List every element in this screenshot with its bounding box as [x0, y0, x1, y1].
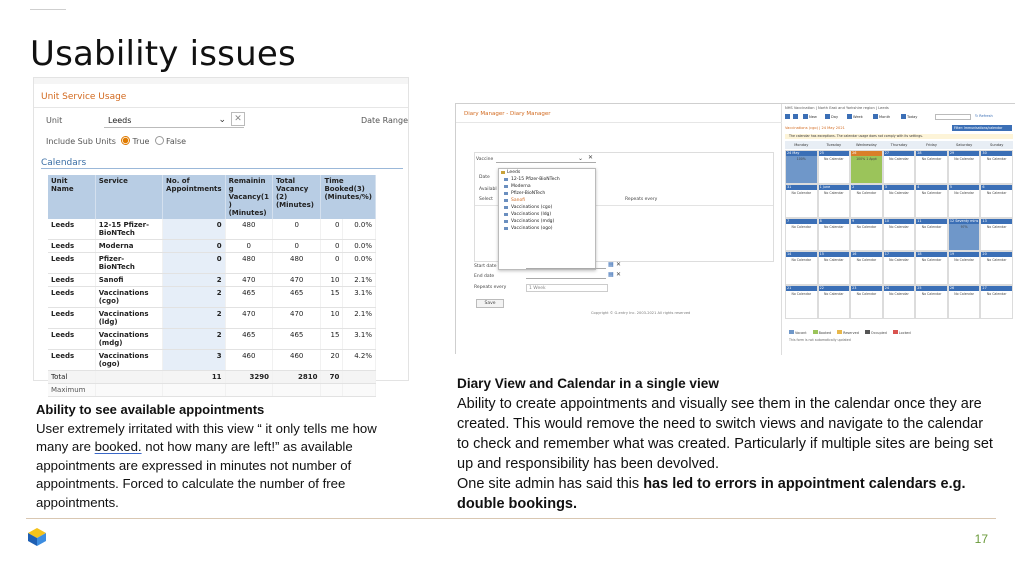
table-row[interactable]	[48, 253, 376, 274]
cell-unit: Leeds	[48, 253, 95, 274]
maximum-cell	[95, 384, 162, 397]
true-label: True	[132, 137, 150, 146]
legend-swatch	[789, 330, 794, 334]
day-number: 25	[819, 151, 850, 156]
day-number: 7	[786, 219, 817, 224]
day-status: No Calendar	[921, 157, 942, 161]
legend-item: Reserved	[837, 331, 859, 335]
calendar-day-cell[interactable]	[948, 150, 981, 184]
day-status: No Calendar	[791, 224, 812, 229]
dropdown-option[interactable]: Sanofi	[499, 197, 595, 204]
total-booked: 70	[321, 371, 343, 384]
legend-swatch	[893, 330, 898, 334]
cell-appointments: 3	[163, 350, 226, 371]
legend-item: Occupied	[865, 331, 887, 335]
day-number: 27	[884, 151, 915, 156]
day-number: 20	[981, 252, 1012, 257]
screenshot-title: Unit Service Usage	[41, 92, 127, 102]
day-status: No Calendar	[791, 190, 812, 195]
total-vacancy: 2810	[272, 371, 320, 384]
cell-booked: 10	[321, 274, 343, 287]
slide-title: Usability issues	[30, 34, 296, 74]
date-range-label: Date Range	[360, 116, 408, 125]
maximum-cell	[321, 384, 343, 397]
vaccine-label: Vaccine	[476, 157, 494, 162]
day-status: No Calendar	[856, 292, 877, 297]
cell-booked-pct: 3.1%	[343, 287, 376, 308]
day-number: 29	[949, 151, 980, 156]
calendar-week	[785, 150, 1013, 184]
table-row[interactable]	[48, 329, 376, 350]
day-status: No Calendar	[954, 157, 974, 161]
calendars-label: Calendars	[41, 158, 87, 168]
calendar-day-cell[interactable]	[948, 251, 981, 285]
day-number: 2	[851, 185, 882, 190]
cell-booked-pct: 2.1%	[343, 274, 376, 287]
screenshot-header	[34, 78, 408, 108]
calendar-day-cell[interactable]	[818, 251, 851, 285]
day-status: 97%	[960, 224, 968, 229]
legend-swatch	[813, 330, 818, 334]
maximum-row	[48, 384, 376, 397]
total-appointments: 11	[163, 371, 226, 384]
day-number: 31	[786, 185, 817, 190]
day-status: No Calendar	[889, 224, 909, 229]
day-number: 3	[884, 185, 915, 190]
calendar-day-cell[interactable]	[980, 218, 1013, 252]
chevron-down-icon[interactable]: ⌄	[578, 155, 584, 162]
chevron-down-icon[interactable]: ⌄	[218, 115, 226, 125]
day-status: No Calendar	[889, 258, 909, 263]
table-row[interactable]	[48, 287, 376, 308]
vaccine-dropdown-list[interactable]	[498, 168, 596, 270]
cell-service: Vaccinations (cgo)	[95, 287, 162, 308]
legend-item: Vacant	[789, 331, 807, 335]
day-number: 6	[981, 185, 1012, 190]
legend-item: Locked	[893, 331, 911, 335]
day-status: No Calendar	[986, 258, 1007, 263]
underlined-word: booked.	[94, 439, 142, 454]
cell-appointments: 2	[163, 308, 226, 329]
calendar-day-cell[interactable]	[850, 285, 883, 319]
calendar-day-cell[interactable]	[948, 218, 981, 252]
availability-label: Availabl	[479, 187, 497, 192]
cell-appointments: 0	[163, 253, 226, 274]
cell-unit: Leeds	[48, 240, 95, 253]
day-number: 24 May	[786, 151, 817, 156]
day-number: 9	[851, 219, 882, 224]
top-rule	[30, 9, 66, 10]
cell-remaining: 465	[225, 329, 272, 350]
table-row[interactable]	[48, 219, 376, 240]
day-status: No Calendar	[986, 292, 1007, 297]
day-number: 13	[981, 219, 1012, 224]
cell-booked-pct: 3.1%	[343, 329, 376, 350]
calendar-day-cell[interactable]	[850, 150, 883, 184]
calendar-icon[interactable]: ▦	[608, 271, 614, 278]
dropdown-option[interactable]: Pfizer-BioNTech	[499, 190, 595, 197]
weekday-header	[785, 141, 1013, 149]
unit-label: Unit	[46, 116, 63, 125]
cell-booked: 0	[321, 219, 343, 240]
cell-booked-pct: 0.0%	[343, 240, 376, 253]
day-number: 5	[949, 185, 980, 190]
repeats-every-column: Repeats every	[625, 197, 658, 202]
calendar-day-cell[interactable]	[915, 184, 948, 218]
cell-service: 12-15 Pfizer-BioNTech	[95, 219, 162, 240]
calendar-icon[interactable]: ▦	[608, 261, 614, 268]
cell-unit: Leeds	[48, 274, 95, 287]
diary-calendar-screenshot	[455, 103, 1015, 354]
calendar-panel	[782, 104, 1016, 355]
day-status: No Calendar	[954, 292, 974, 297]
day-status: No Calendar	[824, 258, 844, 263]
calendar-day-cell[interactable]	[948, 184, 981, 218]
calendar-day-cell[interactable]	[850, 184, 883, 218]
day-status: No Calendar	[921, 190, 942, 195]
unit-row	[34, 114, 408, 136]
week-view-button[interactable]: Week	[847, 114, 863, 119]
calendar-warning: The calendar has exceptions. The calendar usage does not comply with its settings.	[785, 134, 1013, 139]
day-status: No Calendar	[921, 258, 942, 263]
cell-service: Vaccinations (ldg)	[95, 308, 162, 329]
cell-total: 465	[272, 329, 320, 350]
include-sub-units-row	[34, 136, 408, 150]
maximum-cell	[225, 384, 272, 397]
day-number: 24	[884, 286, 915, 291]
dropdown-option[interactable]: Leeds	[499, 169, 595, 176]
filter-button[interactable]: Filter: Immunisations/calendar	[952, 125, 1012, 131]
cell-booked: 0	[321, 253, 343, 274]
day-status: No Calendar	[791, 292, 812, 297]
day-view-button[interactable]: Day	[825, 114, 838, 119]
col-unit-name[interactable]: Unit Name	[48, 175, 95, 219]
footer-rule	[26, 518, 996, 519]
weekday-label: Sunday	[989, 143, 1004, 147]
day-status: No Calendar	[856, 258, 877, 263]
dropdown-option[interactable]: Vaccinations (mdg)	[499, 218, 595, 225]
day-number: 25	[916, 286, 947, 291]
close-icon[interactable]: ✕	[616, 261, 622, 268]
unit-select[interactable]	[104, 114, 244, 128]
left-caption-heading: Ability to see available appointments	[36, 402, 265, 417]
calendar-day-cell[interactable]	[915, 285, 948, 319]
nav-next-icon[interactable]	[793, 114, 799, 119]
day-number: 26	[851, 151, 882, 156]
cell-booked-pct: 4.2%	[343, 350, 376, 371]
bold-emphasis: has led to errors in appointment calendars e.g. double bookings.	[457, 476, 966, 512]
day-status: No Calendar	[986, 190, 1007, 195]
usage-table	[48, 175, 376, 397]
cell-remaining: 465	[225, 287, 272, 308]
maximum-cell	[272, 384, 320, 397]
cell-total: 470	[272, 308, 320, 329]
col-appointments[interactable]: No. of Appointments	[163, 175, 226, 219]
calendar-day-cell[interactable]	[883, 218, 916, 252]
calendar-day-cell[interactable]	[915, 150, 948, 184]
day-status: No Calendar	[856, 224, 877, 229]
maximum-label: Maximum	[48, 384, 95, 397]
cell-booked: 10	[321, 308, 343, 329]
calendar-day-cell[interactable]	[948, 285, 981, 319]
calendar-day-cell[interactable]	[818, 184, 851, 218]
cell-service: Pfizer-BioNTech	[95, 253, 162, 274]
weekday-label: Saturday	[956, 143, 973, 147]
cell-booked: 15	[321, 287, 343, 308]
day-number: 26	[949, 286, 980, 291]
calendar-day-cell[interactable]	[980, 184, 1013, 218]
cell-service: Vaccinations (mdg)	[95, 329, 162, 350]
radio-true[interactable]	[121, 136, 130, 145]
calendar-day-cell[interactable]	[850, 251, 883, 285]
weekday-label: Monday	[794, 143, 809, 147]
legend-item: Booked	[813, 331, 832, 335]
calendar-week	[785, 285, 1013, 319]
calendar-subtitle: Vaccinations (cgo) | 24 May 2021	[785, 126, 845, 130]
left-caption	[36, 401, 408, 512]
total-pct	[343, 371, 376, 384]
cell-total: 480	[272, 253, 320, 274]
cell-remaining: 460	[225, 350, 272, 371]
total-remaining: 3290	[225, 371, 272, 384]
close-icon[interactable]: ✕	[588, 154, 594, 161]
day-number: 10	[884, 219, 915, 224]
clear-icon[interactable]: ✕	[231, 112, 245, 126]
day-number: 27	[981, 286, 1012, 291]
day-status: No Calendar	[986, 157, 1007, 161]
company-logo-icon	[26, 527, 48, 547]
maximum-cell	[343, 384, 376, 397]
month-grid	[785, 150, 1013, 319]
calendar-day-cell[interactable]	[980, 150, 1013, 184]
cell-appointments: 0	[163, 240, 226, 253]
end-date-label: End date	[474, 274, 495, 279]
cell-remaining: 470	[225, 274, 272, 287]
day-status: No Calendar	[824, 190, 844, 195]
table-header-row	[48, 175, 376, 219]
save-button[interactable]: Save	[476, 299, 504, 308]
new-button[interactable]: New	[803, 114, 817, 119]
calendar-day-cell[interactable]	[915, 218, 948, 252]
repeats-every-select[interactable]	[526, 284, 608, 292]
calendar-day-cell[interactable]	[883, 184, 916, 218]
cell-remaining: 480	[225, 219, 272, 240]
copyright-text: Copyright © G-entry Inc. 2003-2021 All rights reserved	[591, 311, 691, 315]
calendar-day-cell[interactable]	[850, 218, 883, 252]
day-number: 17	[884, 252, 915, 257]
maximum-cell	[163, 384, 226, 397]
day-number: 15	[819, 252, 850, 257]
date-label: Date	[479, 175, 490, 180]
weekday-label: Friday	[926, 143, 937, 147]
calendar-day-cell[interactable]	[883, 251, 916, 285]
right-caption	[457, 374, 997, 514]
repeats-every-value: 1 Week	[529, 286, 546, 291]
cell-booked-pct: 2.1%	[343, 308, 376, 329]
cell-unit: Leeds	[48, 308, 95, 329]
day-number: 12 Seventy mins	[949, 218, 979, 223]
cell-unit: Leeds	[48, 219, 95, 240]
day-number: 14	[786, 252, 817, 257]
day-number: 11	[916, 219, 947, 224]
unit-select-value: Leeds	[108, 116, 132, 125]
cell-appointments: 2	[163, 329, 226, 350]
day-number: 30	[981, 151, 1012, 156]
calendar-day-cell[interactable]	[818, 285, 851, 319]
day-number: 19	[949, 252, 980, 257]
cell-remaining: 470	[225, 308, 272, 329]
legend-swatch	[837, 330, 842, 334]
dropdown-option[interactable]: Vaccinations (ldg)	[499, 211, 595, 218]
cell-unit: Leeds	[48, 329, 95, 350]
cell-total: 465	[272, 287, 320, 308]
false-label: False	[165, 137, 187, 146]
total-row	[48, 371, 376, 384]
include-sub-units-label: Include Sub Units	[46, 137, 116, 146]
cell-service: Sanofi	[95, 274, 162, 287]
day-status: No Calendar	[954, 190, 974, 195]
day-number: 8	[819, 219, 850, 224]
right-caption-body-1: Ability to create appointments and visually see them in the calendar once they are created. This would remove the need to switch views and navigate to the calendar to check and remember what was created. Particularly if multiple sites are being set up and responsibility has been devolved.	[457, 396, 993, 472]
day-status: No Calendar	[824, 224, 844, 229]
unit-service-usage-screenshot	[33, 77, 409, 394]
day-number: 21	[786, 286, 817, 291]
calendar-day-cell[interactable]	[785, 285, 818, 319]
table-row[interactable]	[48, 240, 376, 253]
day-status: No Calendar	[889, 292, 909, 297]
breadcrumb: NHS Vaccination | North East and Yorkshire region | Leeds	[785, 106, 889, 110]
calendar-day-cell[interactable]	[980, 251, 1013, 285]
cell-booked: 15	[321, 329, 343, 350]
nav-prev-icon[interactable]	[785, 114, 791, 119]
dropdown-option[interactable]: Moderna	[499, 183, 595, 190]
close-icon[interactable]: ✕	[616, 271, 622, 278]
cell-total: 470	[272, 274, 320, 287]
table-row[interactable]	[48, 350, 376, 371]
col-service[interactable]: Service	[95, 175, 162, 219]
calendar-day-cell[interactable]	[785, 251, 818, 285]
cell-booked-pct: 0.0%	[343, 219, 376, 240]
start-date-input[interactable]	[526, 263, 606, 269]
day-number: 4	[916, 185, 947, 190]
col-time-booked[interactable]: Time Booked(3) (Minutes/%)	[321, 175, 376, 219]
start-date-label: Start date	[474, 264, 497, 269]
calendar-day-cell[interactable]	[818, 150, 851, 184]
cell-service: Moderna	[95, 240, 162, 253]
page-number: 17	[974, 532, 988, 546]
repeats-every-label: Repeats every	[474, 285, 507, 290]
day-status: 100% 1 Appt	[856, 157, 877, 161]
day-number: 22	[819, 286, 850, 291]
calendar-day-cell[interactable]	[980, 285, 1013, 319]
calendar-week	[785, 218, 1013, 252]
day-status: No Calendar	[921, 224, 942, 229]
table-row[interactable]	[48, 274, 376, 287]
calendar-day-cell[interactable]	[818, 218, 851, 252]
total-service	[95, 371, 162, 384]
cell-unit: Leeds	[48, 287, 95, 308]
month-view-button[interactable]: Month	[873, 114, 890, 119]
cell-unit: Leeds	[48, 350, 95, 371]
day-number: 28	[916, 151, 947, 156]
col-remaining-vacancy[interactable]: Remainin g Vacancy(1 ) (Minutes)	[225, 175, 272, 219]
cell-remaining: 0	[225, 240, 272, 253]
calendar-week	[785, 184, 1013, 218]
col-total-vacancy[interactable]: Total Vacancy (2) (Minutes)	[272, 175, 320, 219]
day-status: No Calendar	[889, 157, 909, 161]
end-date-input[interactable]	[526, 273, 606, 279]
calendar-day-cell[interactable]	[883, 150, 916, 184]
cell-total: 0	[272, 240, 320, 253]
table-row[interactable]	[48, 308, 376, 329]
weekday-label: Wednesday	[856, 143, 877, 147]
cell-appointments: 0	[163, 219, 226, 240]
weekday-label: Thursday	[890, 143, 908, 147]
select-label: Select	[479, 197, 493, 202]
calendar-day-cell[interactable]	[785, 218, 818, 252]
calendar-note: This form is not automatically updated	[789, 338, 851, 342]
calendar-toolbar	[785, 114, 1013, 123]
dropdown-option[interactable]: Vaccinations (cgo)	[499, 204, 595, 211]
day-status: No Calendar	[856, 190, 877, 195]
day-number: 1 June	[819, 185, 850, 190]
calendar-day-cell[interactable]	[883, 285, 916, 319]
cell-service: Vaccinations (ogo)	[95, 350, 162, 371]
left-caption-body: User extremely irritated with this view “ it only tells me how many are booked. not how many are left!” as available appointments are expressed in minutes not number of appointments. Forced to calculate the number of free appointments.	[36, 420, 377, 510]
cell-booked: 20	[321, 350, 343, 371]
today-button[interactable]: Today	[901, 114, 917, 119]
cell-remaining: 480	[225, 253, 272, 274]
cell-total: 460	[272, 350, 320, 371]
calendar-day-cell[interactable]	[785, 150, 818, 184]
calendar-legend	[789, 330, 917, 335]
day-number: 16	[851, 252, 882, 257]
cell-appointments: 2	[163, 287, 226, 308]
cell-booked: 0	[321, 240, 343, 253]
day-status: No Calendar	[954, 258, 974, 263]
dropdown-option[interactable]: Vaccinations (ogo)	[499, 225, 595, 232]
calendar-search-input[interactable]	[935, 114, 971, 120]
cell-total: 0	[272, 219, 320, 240]
day-status: No Calendar	[921, 292, 942, 297]
day-status: No Calendar	[986, 224, 1007, 229]
cell-booked-pct: 0.0%	[343, 253, 376, 274]
total-label: Total	[48, 371, 95, 384]
diary-manager-panel	[456, 104, 782, 355]
weekday-label: Tuesday	[826, 143, 842, 147]
dropdown-option[interactable]: 12-15 Pfizer-BioNTech	[499, 176, 595, 183]
refresh-button[interactable]: ↻ Refresh	[975, 114, 993, 118]
radio-false[interactable]	[155, 136, 164, 145]
day-number: 18	[916, 252, 947, 257]
right-caption-body-2: One site admin has said this has led to errors in appointment calendars e.g. double bookings.	[457, 476, 966, 512]
day-status: 100%	[796, 157, 806, 161]
day-status: No Calendar	[824, 157, 844, 161]
calendar-day-cell[interactable]	[915, 251, 948, 285]
legend-swatch	[865, 330, 870, 334]
day-status: No Calendar	[791, 258, 812, 263]
calendar-week	[785, 251, 1013, 285]
calendar-day-cell[interactable]	[785, 184, 818, 218]
day-status: No Calendar	[824, 292, 844, 297]
day-number: 23	[851, 286, 882, 291]
right-caption-heading: Diary View and Calendar in a single view	[457, 376, 719, 391]
diary-manager-title: Diary Manager - Diary Manager	[464, 111, 551, 117]
cell-appointments: 2	[163, 274, 226, 287]
day-status: No Calendar	[889, 190, 909, 195]
